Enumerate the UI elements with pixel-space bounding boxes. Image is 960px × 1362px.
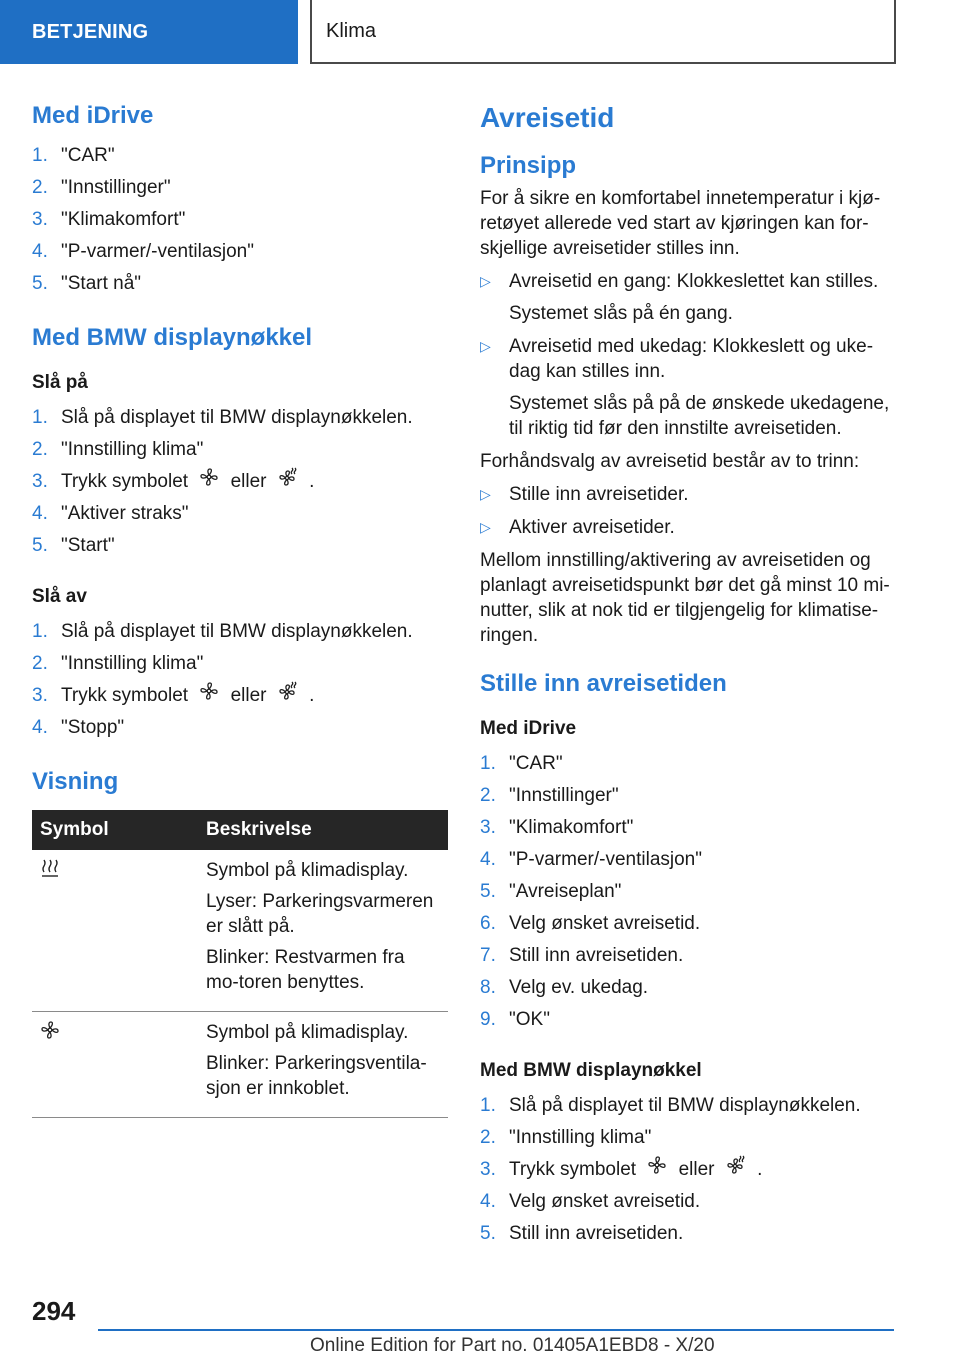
list-item: 1. "CAR" bbox=[32, 145, 115, 166]
list-item: 5. "Avreiseplan" bbox=[480, 881, 622, 902]
fan-icon bbox=[40, 1024, 60, 1045]
interval-text: Mellom innstilling/aktivering av avreisetiden og planlagt avreisetidspunkt bør det gå minst 10 mi-nutter, slik at nok tid er tilgjengelig for klimatise-ringen. bbox=[480, 550, 890, 646]
departure-types-list bbox=[480, 269, 900, 441]
list-item: ▷ Stille inn avreisetider. bbox=[480, 484, 689, 505]
table-cell-text: Symbol på klimadisplay. bbox=[206, 860, 409, 882]
heating-fan-icon bbox=[278, 466, 298, 498]
displaykey-heading: Med BMW displaynøkkel bbox=[32, 324, 313, 351]
list-item: ▷ Avreisetid en gang: Klokkeslettet kan stilles. Systemet slås på én gang. bbox=[480, 271, 879, 324]
table-cell-text: Blinker: Parkeringsventila-sjon er innkoblet. bbox=[206, 1053, 427, 1100]
principle-heading: Prinsipp bbox=[480, 152, 577, 179]
list-item: 7. Still inn avreisetiden. bbox=[480, 945, 684, 966]
list-item: 5. Still inn avreisetiden. bbox=[480, 1223, 684, 1245]
triangle-bullet-icon: ▷ bbox=[480, 519, 491, 535]
table-cell-text: Blinker: Restvarmen fra mo-toren benyttes. bbox=[206, 947, 405, 994]
list-item: 4. "Stopp" bbox=[32, 717, 125, 739]
fan-icon bbox=[199, 466, 219, 498]
turn-off-heading: Slå av bbox=[32, 586, 87, 608]
list-item: 4. "P-varmer/-ventilasjon" bbox=[32, 241, 254, 262]
heating-fan-icon bbox=[726, 1154, 746, 1186]
idrive-heading: Med iDrive bbox=[32, 102, 154, 129]
principle-text: For å sikre en komfortabel innetemperatur i kjø-retøyet allerede ved start av kjøringen kan for-skjellige avreisetider stilles inn. bbox=[480, 188, 881, 259]
idrive-subheading: Med iDrive bbox=[480, 718, 577, 739]
table-cell-text: Lyser: Parkeringsvarmeren er slått på. bbox=[206, 891, 434, 938]
triangle-bullet-icon: ▷ bbox=[480, 273, 491, 289]
footer-edition: Online Edition for Part no. 01405A1EBD8 - X/20 bbox=[310, 1335, 715, 1356]
footer-divider bbox=[98, 1329, 894, 1331]
list-item: 2. "Innstilling klima" bbox=[32, 653, 204, 675]
turn-off-steps bbox=[32, 616, 448, 744]
table-cell-text: Symbol på klimadisplay. bbox=[206, 1022, 409, 1044]
right-column bbox=[480, 100, 900, 1272]
list-item: 1. Slå på displayet til BMW displaynøkkelen. bbox=[32, 407, 413, 428]
list-item: 3. "Klimakomfort" bbox=[32, 209, 186, 230]
heating-icon bbox=[40, 862, 60, 883]
table-header-row bbox=[32, 810, 448, 850]
section-title: Avreisetid bbox=[480, 102, 615, 133]
displaykey-subheading: Med BMW displaynøkkel bbox=[480, 1060, 702, 1081]
chapter-tab: Klima bbox=[310, 0, 896, 64]
list-item: 2. "Innstillinger" bbox=[32, 177, 171, 198]
set-idrive-steps bbox=[480, 748, 900, 1036]
section-tab: BETJENING bbox=[0, 0, 298, 64]
list-item: 6. Velg ønsket avreisetid. bbox=[480, 913, 701, 934]
preselect-steps-list bbox=[480, 482, 900, 540]
symbol-table bbox=[32, 810, 448, 1118]
display-heading: Visning bbox=[32, 768, 119, 796]
page-number: 294 bbox=[32, 1296, 76, 1326]
turn-on-heading: Slå på bbox=[32, 372, 88, 393]
list-item: 8. Velg ev. ukedag. bbox=[480, 977, 649, 998]
left-column bbox=[32, 100, 448, 1118]
idrive-steps bbox=[32, 140, 448, 300]
col-description: Beskrivelse bbox=[198, 810, 448, 850]
turn-on-steps bbox=[32, 402, 448, 562]
set-displaykey-steps bbox=[480, 1090, 900, 1250]
triangle-bullet-icon: ▷ bbox=[480, 486, 491, 502]
fan-icon bbox=[199, 680, 219, 712]
list-item: ▷ Aktiver avreisetider. bbox=[480, 517, 675, 538]
list-item: 1. "CAR" bbox=[480, 753, 563, 774]
preselect-text: Forhåndsvalg av avreisetid består av to trinn: bbox=[480, 451, 860, 472]
list-item: 4. Velg ønsket avreisetid. bbox=[480, 1191, 701, 1213]
list-item: 3. "Klimakomfort" bbox=[480, 817, 634, 838]
list-item: 4. "P-varmer/-ventilasjon" bbox=[480, 849, 702, 870]
list-item: 2. "Innstilling klima" bbox=[32, 439, 204, 460]
list-item: 3. Trykk symbolet eller . bbox=[32, 680, 448, 712]
list-item: 1. Slå på displayet til BMW displaynøkkelen. bbox=[32, 621, 413, 643]
table-row bbox=[32, 1012, 448, 1118]
set-departure-heading: Stille inn avreisetiden bbox=[480, 670, 727, 697]
list-item: ▷ Avreisetid med ukedag: Klokkeslett og uke-dag kan stilles inn. Systemet slås på på de ønskede ukedagene, til riktig tid før den innstilte avreisetiden. bbox=[480, 336, 890, 439]
fan-icon bbox=[647, 1154, 667, 1186]
list-item: 4. "Aktiver straks" bbox=[32, 503, 189, 525]
list-item: 5. "Start" bbox=[32, 535, 115, 557]
list-item: 2. "Innstillinger" bbox=[480, 785, 619, 806]
list-item: 3. Trykk symbolet eller . bbox=[480, 1154, 900, 1186]
list-item: 2. "Innstilling klima" bbox=[480, 1127, 652, 1148]
triangle-bullet-icon: ▷ bbox=[480, 338, 491, 354]
list-item: 9. "OK" bbox=[480, 1009, 550, 1030]
list-item: 5. "Start nå" bbox=[32, 273, 142, 294]
table-row bbox=[32, 850, 448, 1012]
list-item: 1. Slå på displayet til BMW displaynøkkelen. bbox=[480, 1095, 861, 1116]
list-item: 3. Trykk symbolet eller . bbox=[32, 466, 448, 498]
col-symbol: Symbol bbox=[32, 810, 198, 850]
heating-fan-icon bbox=[278, 680, 298, 712]
